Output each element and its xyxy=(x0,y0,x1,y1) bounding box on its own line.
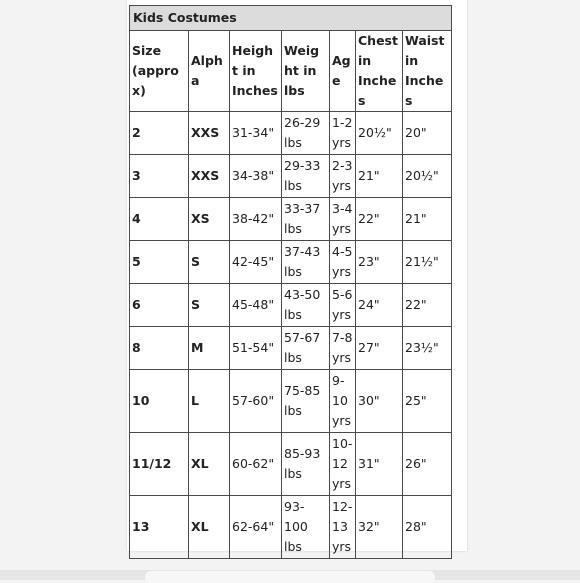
cell-weight: 75-85 lbs xyxy=(282,370,330,433)
size-chart-table xyxy=(129,5,452,559)
header-height: Height in Inches xyxy=(230,31,282,112)
cell-alpha: XS xyxy=(189,198,230,241)
cell-height: 62-64" xyxy=(230,496,282,559)
cell-alpha: XXS xyxy=(189,112,230,155)
cell-waist: 22" xyxy=(403,284,452,327)
cell-height: 51-54" xyxy=(230,327,282,370)
cell-size: 4 xyxy=(130,198,189,241)
cell-chest: 20½" xyxy=(356,112,403,155)
cell-height: 57-60" xyxy=(230,370,282,433)
cell-age: 9-10 yrs xyxy=(330,370,356,433)
header-weight: Weight in lbs xyxy=(282,31,330,112)
table-row xyxy=(130,496,452,559)
cell-age: 4-5 yrs xyxy=(330,241,356,284)
cell-weight: 93-100 lbs xyxy=(282,496,330,559)
cell-age: 7-8 yrs xyxy=(330,327,356,370)
header-age: Age xyxy=(330,31,356,112)
cell-waist: 26" xyxy=(403,433,452,496)
cell-size: 10 xyxy=(130,370,189,433)
cell-size: 8 xyxy=(130,327,189,370)
header-size: Size (approx) xyxy=(130,31,189,112)
table-title-row xyxy=(130,6,452,31)
cell-chest: 30" xyxy=(356,370,403,433)
header-waist: Waist in Inches xyxy=(403,31,452,112)
cell-height: 34-38" xyxy=(230,155,282,198)
cell-age: 12-13 yrs xyxy=(330,496,356,559)
cell-waist: 21½" xyxy=(403,241,452,284)
cell-chest: 27" xyxy=(356,327,403,370)
header-row xyxy=(130,31,452,112)
cell-size: 5 xyxy=(130,241,189,284)
cell-size: 11/12 xyxy=(130,433,189,496)
table-row xyxy=(130,155,452,198)
cell-size: 6 xyxy=(130,284,189,327)
cell-alpha: S xyxy=(189,284,230,327)
cell-weight: 57-67 lbs xyxy=(282,327,330,370)
cell-size: 2 xyxy=(130,112,189,155)
cell-chest: 32" xyxy=(356,496,403,559)
cell-waist: 20" xyxy=(403,112,452,155)
cell-waist: 23½" xyxy=(403,327,452,370)
cell-height: 45-48" xyxy=(230,284,282,327)
cell-chest: 24" xyxy=(356,284,403,327)
cell-waist: 20½" xyxy=(403,155,452,198)
cell-age: 10-12 yrs xyxy=(330,433,356,496)
cell-height: 42-45" xyxy=(230,241,282,284)
header-chest: Chest in Inches xyxy=(356,31,403,112)
table-row xyxy=(130,198,452,241)
cell-weight: 43-50 lbs xyxy=(282,284,330,327)
cell-alpha: L xyxy=(189,370,230,433)
cell-weight: 29-33 lbs xyxy=(282,155,330,198)
table-title: Kids Costumes xyxy=(130,6,452,31)
cell-height: 60-62" xyxy=(230,433,282,496)
cell-chest: 23" xyxy=(356,241,403,284)
table-row xyxy=(130,370,452,433)
table-row xyxy=(130,112,452,155)
cell-size: 13 xyxy=(130,496,189,559)
table-row xyxy=(130,327,452,370)
cell-chest: 31" xyxy=(356,433,403,496)
cell-alpha: M xyxy=(189,327,230,370)
cell-age: 2-3 yrs xyxy=(330,155,356,198)
cell-age: 1-2 yrs xyxy=(330,112,356,155)
header-alpha: Alpha xyxy=(189,31,230,112)
cell-chest: 21" xyxy=(356,155,403,198)
table-row xyxy=(130,284,452,327)
cell-alpha: XXS xyxy=(189,155,230,198)
cell-weight: 37-43 lbs xyxy=(282,241,330,284)
cell-age: 5-6 yrs xyxy=(330,284,356,327)
table-row xyxy=(130,241,452,284)
cell-chest: 22" xyxy=(356,198,403,241)
table-row xyxy=(130,433,452,496)
cell-alpha: S xyxy=(189,241,230,284)
cell-size: 3 xyxy=(130,155,189,198)
cell-waist: 28" xyxy=(403,496,452,559)
cell-weight: 33-37 lbs xyxy=(282,198,330,241)
cell-height: 38-42" xyxy=(230,198,282,241)
cell-height: 31-34" xyxy=(230,112,282,155)
bottom-pill xyxy=(145,571,435,583)
cell-waist: 25" xyxy=(403,370,452,433)
cell-weight: 85-93 lbs xyxy=(282,433,330,496)
cell-waist: 21" xyxy=(403,198,452,241)
cell-alpha: XL xyxy=(189,433,230,496)
cell-age: 3-4 yrs xyxy=(330,198,356,241)
cell-alpha: XL xyxy=(189,496,230,559)
cell-weight: 26-29 lbs xyxy=(282,112,330,155)
